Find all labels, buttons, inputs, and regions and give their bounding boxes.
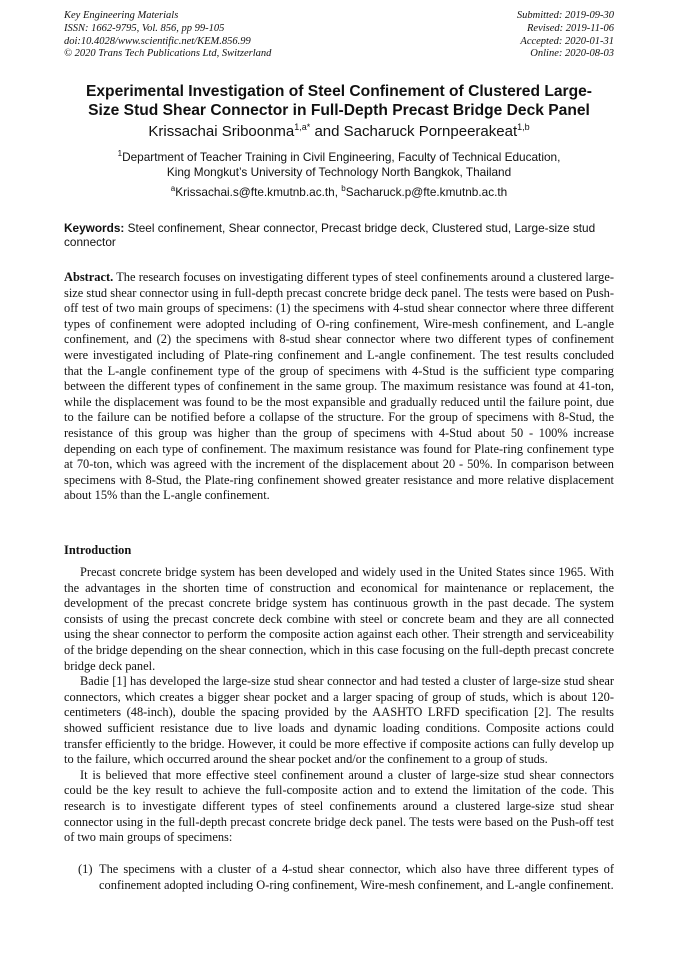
specimen-list bbox=[64, 862, 614, 893]
abstract-label: Abstract. bbox=[64, 270, 114, 284]
revised-date: Revised: 2019-11-06 bbox=[527, 22, 614, 34]
author-2-affil: 1,b bbox=[517, 122, 530, 132]
author-2: Sacharuck Pornpeerakeat bbox=[343, 123, 518, 140]
title-line-1: Experimental Investigation of Steel Confinement of Clustered Large- bbox=[85, 83, 592, 100]
keywords-text: Steel confinement, Shear connector, Precast bridge deck, Clustered stud, Large-size stud connector bbox=[64, 221, 596, 249]
submitted-date: Submitted: 2019-09-30 bbox=[516, 10, 614, 21]
introduction-body bbox=[64, 565, 614, 846]
author-emails bbox=[40, 185, 638, 200]
email-b: Sacharuck.p@fte.kmutnb.ac.th bbox=[345, 185, 508, 199]
abstract bbox=[64, 270, 614, 504]
affiliation-marker: 1 bbox=[117, 149, 123, 158]
list-item-text: The specimens with a cluster of a 4-stud shear connector, which also have three different types of confinement adopted including O-ring confinement, Wire-mesh confinement, and L-angle confinement. bbox=[99, 862, 614, 892]
list-item-number: (1) bbox=[78, 862, 93, 876]
author-1-affil: 1,a* bbox=[294, 122, 311, 132]
authors bbox=[0, 123, 678, 141]
accepted-date: Accepted: 2020-01-31 bbox=[520, 35, 614, 47]
copyright: © 2020 Trans Tech Publications Ltd, Switzerland bbox=[64, 48, 272, 60]
affiliation-line-2: King Mongkut’s University of Technology North Bangkok, Thailand bbox=[166, 165, 512, 179]
affiliation-line-1: Department of Teacher Training in Civil Engineering, Faculty of Technical Education, bbox=[122, 150, 561, 164]
title-line-2: Size Stud Shear Connector in Full-Depth Precast Bridge Deck Panel bbox=[88, 102, 590, 119]
email-separator: , bbox=[334, 185, 342, 199]
abstract-text: The research focuses on investigating different types of steel confinements around a clustered large-size stud shear connector using in full-depth precast concrete bridge deck panel. The tests were based on Push-off test of two main groups of specimens: (1) the specimens with 4-stud shear connector where three different types of confinement were adopted including of O-ring confinement, Wire-mesh confinement, and L-angle confinement, and (2) the specimens with 8-stud shear connector where two different types of confinement were investigated including of Plate-ring confinement and L-angle confinement. The test results concluded that the L-angle confinement type of the group of specimens with 4-Stud is the sufficient type comparing between the different types of confinement in the same group. The maximum resistance was found at 41-ton, while the displacement was found to be the most expansible and gradually reduced until the failure point, due to the failure can be notified before a collapse of the structure. For the group of specimens with 8-Stud, the resistance of this group was higher than the group of specimens with 4-Stud about 50 - 100% increase depending on each type of confinement. The maximum resistance was found for Plate-ring confinement type at 70-ton, which was agreed with the increment of the displacement about 20 - 50%. In comparison between specimens with 8-Stud, the Plate-ring confinement showed greater resistance and more relative displacement about 15% than the L-angle confinement. bbox=[64, 270, 614, 503]
email-a: Krissachai.s@fte.kmutnb.ac.th bbox=[175, 185, 335, 199]
list-item bbox=[64, 862, 614, 893]
doi: doi:10.4028/www.scientific.net/KEM.856.99 bbox=[64, 35, 251, 47]
publication-dates bbox=[517, 10, 614, 61]
author-joiner: and bbox=[310, 123, 344, 140]
intro-paragraph-2: Badie [1] has developed the large-size stud shear connector and had tested a cluster of large-size stud shear connectors, which creates a bigger shear pocket and a larger spacing of group of studs, which is about 120-centimeters (48-inch), double the spacing provided by the AASHTO LRFD specification [2]. The results showed sufficient resistance due to live loads and dynamic loading conditions. Composite actions could transfer efficiently to the bridge. However, it could be more effective if composite actions can fully develop up to the failure, which occurred around the shear pocket and/or the confinement to a group of studs. bbox=[64, 674, 614, 767]
paper-title bbox=[50, 82, 628, 120]
keywords bbox=[64, 221, 614, 249]
introduction-heading: Introduction bbox=[64, 543, 132, 557]
issn: ISSN: 1662-9795, Vol. 856, pp 99-105 bbox=[64, 22, 225, 34]
online-date: Online: 2020-08-03 bbox=[530, 48, 614, 60]
journal-info bbox=[64, 10, 271, 61]
keywords-label: Keywords: bbox=[64, 221, 125, 235]
intro-paragraph-3: It is believed that more effective steel confinement around a cluster of large-size stud shear connectors could be the key result to achieve the full-composite action and to extend the limitation of the code. This research is to investigate different types of steel confinements around a clustered large-size stud shear connector using in the full-depth precast concrete bridge deck panel. The tests were based on the Push-off test of two main groups of specimens: bbox=[64, 767, 614, 845]
intro-paragraph-1: Precast concrete bridge system has been developed and widely used in the United States since 1965. With the advantages in the shorten time of construction and economical for maintenance or replacement, the development of the precast concrete bridge system has continuous growth in the past decade. The system consists of using the precast concrete deck combine with steel or concrete beam and they are all connected using the shear connector to perform the composite action against each other. Their strength and serviceability of the bridge depending on the shear connection, which in this case focusing on the full-depth precast concrete bridge deck panel. bbox=[64, 565, 614, 673]
journal-name: Key Engineering Materials bbox=[64, 10, 179, 21]
author-1: Krissachai Sriboonma bbox=[148, 123, 295, 140]
affiliation bbox=[40, 150, 638, 180]
email-a-marker: a bbox=[170, 184, 176, 193]
email-b-marker: b bbox=[341, 184, 346, 193]
